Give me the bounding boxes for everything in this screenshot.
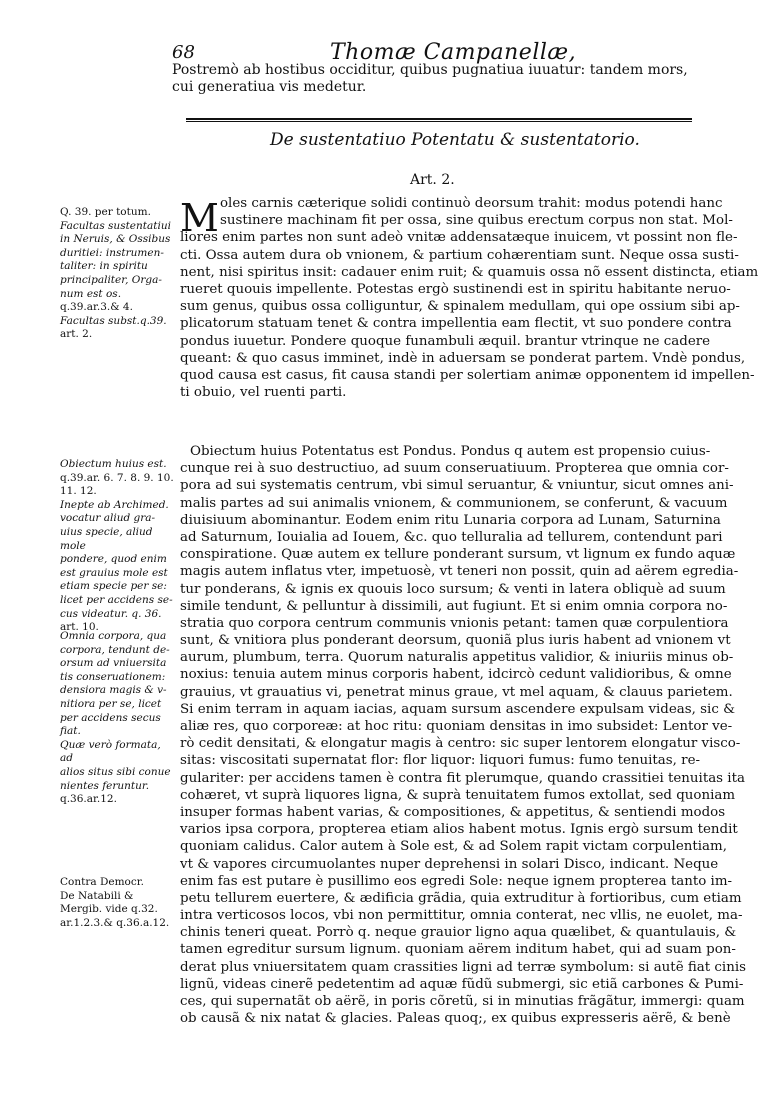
text-line: oles carnis cæterique solidi continuò deorsum trahit: modus potendi hanc: [220, 196, 723, 211]
note-line: alios situs sibi conue: [60, 765, 171, 778]
note-line: orsum ad vniuersita: [60, 657, 167, 670]
text-line: noxius: tenuia autem minus corporis habent, idcircò cedunt validioribus, & omne: [180, 667, 732, 683]
text-line: vt & vapores circumuolantes nuper deprehensi in solari Disco, indicant. Neque: [180, 856, 719, 872]
text-line: Si enim terram in aquam iacias, aquam sursum ascendere expulsam videas, sic &: [180, 701, 735, 717]
text-line: pondus iuuetur. Pondere quoque funambuli æquil. brantur vtrinque ne cadere: [180, 333, 711, 349]
text-line: Obiectum huius Potentatus est Pondus. Pondus q autem est propensio cuius-: [190, 444, 711, 459]
note-line: cus videatur. q. 36.: [60, 607, 162, 620]
text-line: nent, nisi spiritus insit: cadauer enim ruit; & quamuis ossa nõ essent distincta, etiam: [180, 264, 758, 280]
note-line: q.36.ar.12.: [60, 793, 117, 806]
paragraph-2: [180, 443, 746, 1027]
text-line: chinis teneri queat. Porrò q. neque grauior ligno aqua quælibet, & quantulauis, &: [180, 925, 737, 941]
text-line: insuper formas habent varias, & compositiones, & appetitus, & sentiendi modos: [180, 804, 726, 820]
running-head: Thomæ Campanellæ,: [330, 40, 577, 65]
text-line: aurum, plumbum, terra. Quorum naturalis appetitus validior, & iniuriis minus ob-: [180, 650, 734, 666]
note-line: nitiora per se, licet: [60, 697, 162, 710]
note-line: etiam specie per se:: [60, 580, 167, 593]
text-line: sustinere machinam fit per ossa, sine quibus erectum corpus non stat. Mol-: [220, 213, 733, 229]
text-line: plicatorum statuam tenet & contra impellentia eam flectit, vt suo pondere contra: [180, 316, 732, 332]
text-line: aliæ res, quo corporeæ: at hoc ritu: quoniam densitas in imo subsidet: Lentor ve-: [180, 719, 733, 734]
text-line: quoniam calidus. Calor autem à Sole est, & ad Solem rapit victam corpulentiam,: [180, 839, 727, 855]
note-line: art. 2.: [60, 328, 93, 341]
text-line: liores enim partes non sunt adeò vnitæ addensatæque inuicem, vt possint non fle-: [180, 230, 738, 246]
note-line: Inepte ab Archimed.: [60, 498, 169, 511]
text-line: gulariter: per accidens tamen è contra fit plerumque, quando crassitiei tenuitas ita: [180, 770, 745, 786]
note-line: taliter: in spiritu: [60, 260, 148, 273]
note-line: ar.1.2.3.& q.36.a.12.: [60, 916, 170, 929]
text-line: ti obuio, vel ruenti parti.: [180, 385, 347, 401]
text-line: pora ad sui systematis centrum, vbi simul seruantur, & vniuntur, sicut omnes ani-: [180, 478, 734, 494]
marginal-note-4: [60, 876, 175, 930]
note-line: Obiectum huius est.: [60, 458, 167, 470]
note-line: Facultas sustentatiui: [60, 219, 171, 232]
text-line: petu tellurem euertere, & ædificia grãdia, quia extruditur à fortioribus, cum etiam: [180, 890, 742, 906]
text-line: tamen egreditur sursum lignum. quoniam aërem inditum habet, qui ad suam pon-: [180, 942, 736, 958]
text-line: sunt, & vnitiora plus ponderant deorsum, quoniã plus iuris habent ad vnionem vt: [180, 633, 731, 649]
text-line: ces, qui supernatãt ob aërẽ, in poris cõretũ, si in minutias frãgãtur, immergi: quam: [180, 994, 745, 1009]
text-line: varios ipsa corpora, propterea etiam alios habent motus. Ignis ergò sursum tendit: [180, 822, 738, 838]
note-line: Contra Democr.: [60, 876, 144, 888]
intro-text: Postremò ab hostibus occiditur, quibus pugnatiua iuuatur: tandem mors, cui generatiua vis medetur.: [172, 62, 688, 95]
text-line: cohæret, vt suprà liquores ligna, & suprà tenuitatem fumos extollat, sed quoniam: [180, 787, 736, 803]
page-number: 68: [172, 42, 195, 63]
text-line: intra verticosos locos, vbi non permittitur, omnia conterat, nec vllis, ne euolet, ma-: [180, 908, 743, 924]
note-line: nientes feruntur.: [60, 779, 150, 792]
section-rule: [186, 118, 692, 120]
note-line: corpora, tendunt de-: [60, 643, 170, 656]
text-line: quod causa est casus, fit causa standi per solertiam animæ opponentem id impellen-: [180, 367, 755, 383]
note-line: q.39.ar. 6. 7. 8. 9. 10.: [60, 471, 174, 484]
note-line: est grauius mole est: [60, 566, 168, 579]
note-line: q.39.ar.3.& 4.: [60, 301, 133, 314]
note-line: principaliter, Orga-: [60, 273, 162, 286]
note-line: densiora magis & v-: [60, 684, 167, 697]
note-line: per accidens secus fiat.: [60, 711, 161, 738]
text-line: queant: & quo casus imminet, indè in aduersam se ponderat partem. Vndè pondus,: [180, 350, 746, 366]
note-line: 11. 12.: [60, 485, 97, 498]
note-line: tis conseruationem:: [60, 670, 166, 683]
section-title: De sustentatiuo Potentatu & sustentatorio.: [270, 130, 640, 150]
text-line: rò cedit densitati, & elongatur magis à centro: sic super lentorem elongatur visco-: [180, 736, 741, 752]
text-line: malis partes ad sui animalis vnionem, & communionem, se conferunt, & vacuum: [180, 495, 728, 511]
marginal-note-1: [60, 206, 175, 342]
text-line: tur ponderans, & ignis ex quouis loco sursum; & venti in latera obliquè ad suum: [180, 581, 726, 597]
marginal-note-2: [60, 458, 175, 635]
note-line: uius specie, aliud mole: [60, 525, 153, 552]
text-line: conspiratione. Quæ autem ex tellure ponderant sursum, vt lignum ex fundo aquæ: [180, 547, 736, 563]
text-line: cunque rei à suo destructiuo, ad suum conseruatiuum. Propterea que omnia cor-: [180, 461, 729, 477]
text-line: simile tendunt, & pelluntur à dissimili, aut fugiunt. Et si enim omnia corpora no-: [180, 598, 728, 614]
article-label: Art. 2.: [410, 172, 455, 188]
text-line: enim fas est putare è pusillimo eos egredi Sole: neque ignem propterea tanto im-: [180, 873, 733, 889]
text-line: stratia quo corpora centrum communis vnionis petant: tamen quæ corpulentiora: [180, 615, 729, 631]
text-line: ob causã & nix natat & glacies. Paleas quoq;, ex quibus expresseris aërẽ, & benè: [180, 1011, 731, 1027]
note-line: Mergib. vide q.32.: [60, 903, 158, 916]
text-line: diuisiuum abominantur. Eodem enim ritu Lunaria corpora ad Lunam, Saturnina: [180, 512, 721, 528]
note-line: licet per accidens se-: [60, 593, 173, 606]
text-line: magis autem inflatus vter, impetuosè, vt teneri non possit, quin ad aërem egredia-: [180, 564, 739, 580]
note-line: pondere, quod enim: [60, 553, 167, 566]
note-line: Q. 39. per totum.: [60, 206, 151, 218]
marginal-note-3: [60, 630, 175, 807]
note-line: Quæ verò formata, ad: [60, 738, 161, 765]
text-line: lignũ, videas cinerẽ pedetentim ad aquæ fũdũ submergi, sic etiã carbones & Pumi-: [180, 976, 744, 992]
note-line: vocatur aliud gra-: [60, 512, 156, 525]
text-line: cti. Ossa autem dura ob vnionem, & partium cohærentiam sunt. Neque ossa susti-: [180, 247, 739, 263]
drop-cap: M: [180, 196, 219, 240]
text-line: rueret quouis impellente. Potestas ergò sustinendi est in spiritu habitante neruo-: [180, 281, 731, 297]
note-line: duritiei: instrumen-: [60, 246, 164, 259]
text-line: sum genus, quibus ossa colliguntur, & spinalem medullam, qui ope ossium sibi ap-: [180, 299, 740, 315]
text-line: derat plus vniuersitatem quam crassities ligni ad terræ symbolum: si autẽ fiat cinis: [180, 959, 746, 975]
paragraph-1: [180, 195, 758, 401]
text-line: sitas: viscositati supernatat flor: flor liquor: liquori fumus: fumo tenuitas, re-: [180, 753, 701, 769]
note-line: De Natabili &: [60, 889, 134, 902]
note-line: Omnia corpora, qua: [60, 630, 167, 642]
note-line: art. 10.: [60, 621, 99, 634]
text-line: ad Saturnum, Iouialia ad Iouem, &c. quo telluralia ad tellurem, contendunt pari: [180, 529, 723, 545]
note-line: num est os.: [60, 287, 122, 300]
note-line: Facultas subst.q.39.: [60, 314, 167, 327]
note-line: in Neruis, & Ossibus: [60, 233, 171, 246]
section-rule-thin: [186, 121, 692, 122]
text-line: grauius, vt grauatius vi, penetrat minus graue, vt mel aquam, & clauus parietem.: [180, 684, 733, 700]
